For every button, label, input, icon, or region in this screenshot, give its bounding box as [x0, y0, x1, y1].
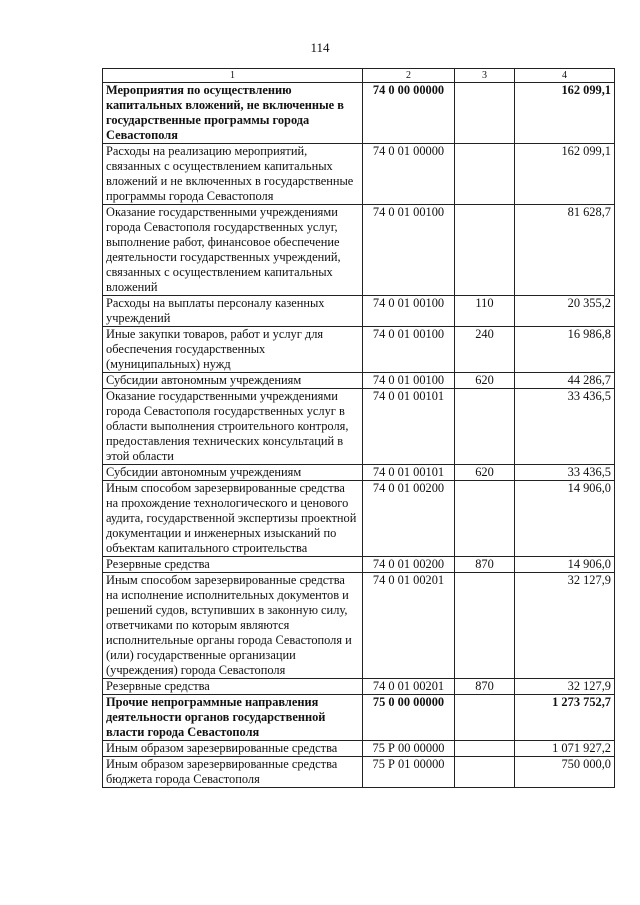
row-sum-cell: 14 906,0 — [515, 557, 615, 573]
row-expense-type-cell — [455, 144, 515, 205]
row-code-cell: 74 0 00 00000 — [363, 83, 455, 144]
table-row — [103, 205, 615, 296]
row-code-cell: 74 0 01 00201 — [363, 679, 455, 695]
table-row — [103, 373, 615, 389]
row-name-cell: Иным способом зарезервированные средства на прохождение технологического и ценового аудита, государственной экспертизы проектной документации и инженерных изысканий по объектам капитального строительства — [103, 481, 363, 557]
header-col-1: 1 — [103, 69, 363, 83]
row-sum-cell: 32 127,9 — [515, 679, 615, 695]
row-sum-cell: 33 436,5 — [515, 465, 615, 481]
row-code-cell: 75 Р 00 00000 — [363, 741, 455, 757]
row-expense-type-cell — [455, 757, 515, 788]
row-name-cell: Прочие непрограммные направления деятельности органов государственной власти города Севастополя — [103, 695, 363, 741]
row-expense-type-cell: 110 — [455, 296, 515, 327]
row-expense-type-cell: 620 — [455, 373, 515, 389]
table-row — [103, 741, 615, 757]
row-sum-cell: 162 099,1 — [515, 144, 615, 205]
row-name-cell: Субсидии автономным учреждениям — [103, 373, 363, 389]
row-name-cell: Резервные средства — [103, 557, 363, 573]
row-code-cell: 74 0 01 00100 — [363, 205, 455, 296]
row-code-cell: 74 0 01 00000 — [363, 144, 455, 205]
row-expense-type-cell: 620 — [455, 465, 515, 481]
row-name-cell: Оказание государственными учреждениями города Севастополя государственных услуг, выполнение работ, финансовое обеспечение деятельности государственных учреждений, связанных с осуществлением капитальных вложений — [103, 205, 363, 296]
row-expense-type-cell — [455, 695, 515, 741]
table-row — [103, 573, 615, 679]
page-number: 114 — [310, 40, 330, 55]
row-sum-cell: 162 099,1 — [515, 83, 615, 144]
header-col-2: 2 — [363, 69, 455, 83]
row-name-cell: Иным образом зарезервированные средства — [103, 741, 363, 757]
table-row — [103, 83, 615, 144]
header-col-4: 4 — [515, 69, 615, 83]
table-row — [103, 557, 615, 573]
table-row — [103, 757, 615, 788]
row-expense-type-cell — [455, 741, 515, 757]
row-sum-cell: 750 000,0 — [515, 757, 615, 788]
row-code-cell: 74 0 01 00101 — [363, 389, 455, 465]
row-code-cell: 74 0 01 00201 — [363, 573, 455, 679]
row-expense-type-cell — [455, 573, 515, 679]
row-code-cell: 75 0 00 00000 — [363, 695, 455, 741]
row-code-cell: 74 0 01 00101 — [363, 465, 455, 481]
row-sum-cell: 14 906,0 — [515, 481, 615, 557]
row-name-cell: Расходы на реализацию мероприятий, связанных с осуществлением капитальных вложений и не включенных в государственные программы города Севастополя — [103, 144, 363, 205]
row-sum-cell: 81 628,7 — [515, 205, 615, 296]
row-expense-type-cell — [455, 389, 515, 465]
row-expense-type-cell — [455, 83, 515, 144]
table-row — [103, 389, 615, 465]
row-code-cell: 74 0 01 00100 — [363, 327, 455, 373]
row-name-cell: Иным образом зарезервированные средства бюджета города Севастополя — [103, 757, 363, 788]
header-col-3: 3 — [455, 69, 515, 83]
row-sum-cell: 1 071 927,2 — [515, 741, 615, 757]
row-sum-cell: 44 286,7 — [515, 373, 615, 389]
row-sum-cell: 33 436,5 — [515, 389, 615, 465]
row-code-cell: 74 0 01 00200 — [363, 481, 455, 557]
row-expense-type-cell: 240 — [455, 327, 515, 373]
row-expense-type-cell — [455, 205, 515, 296]
row-expense-type-cell: 870 — [455, 679, 515, 695]
table-row — [103, 327, 615, 373]
table-row — [103, 465, 615, 481]
row-expense-type-cell: 870 — [455, 557, 515, 573]
row-sum-cell: 32 127,9 — [515, 573, 615, 679]
row-name-cell: Оказание государственными учреждениями города Севастополя государственных услуг в области выполнения строительного контроля, предоставления технических консультаций в этой области — [103, 389, 363, 465]
row-name-cell: Резервные средства — [103, 679, 363, 695]
budget-table — [102, 68, 615, 788]
row-name-cell: Иные закупки товаров, работ и услуг для обеспечения государственных (муниципальных) нужд — [103, 327, 363, 373]
table-row — [103, 679, 615, 695]
table-header-row — [103, 69, 615, 83]
row-code-cell: 74 0 01 00100 — [363, 296, 455, 327]
row-sum-cell: 1 273 752,7 — [515, 695, 615, 741]
row-sum-cell: 16 986,8 — [515, 327, 615, 373]
table-row — [103, 296, 615, 327]
row-code-cell: 74 0 01 00100 — [363, 373, 455, 389]
row-name-cell: Иным способом зарезервированные средства на исполнение исполнительных документов и решений судов, вступивших в законную силу, ответчиками по которым являются исполнительные органы города Севастополя и (или) государственные организации (учреждения) города Севастополя — [103, 573, 363, 679]
row-name-cell: Расходы на выплаты персоналу казенных учреждений — [103, 296, 363, 327]
row-name-cell: Субсидии автономным учреждениям — [103, 465, 363, 481]
table-row — [103, 695, 615, 741]
table-row — [103, 481, 615, 557]
row-code-cell: 74 0 01 00200 — [363, 557, 455, 573]
row-name-cell: Мероприятия по осуществлению капитальных вложений, не включенные в государственные программы города Севастополя — [103, 83, 363, 144]
row-sum-cell: 20 355,2 — [515, 296, 615, 327]
row-expense-type-cell — [455, 481, 515, 557]
table-row — [103, 144, 615, 205]
row-code-cell: 75 Р 01 00000 — [363, 757, 455, 788]
